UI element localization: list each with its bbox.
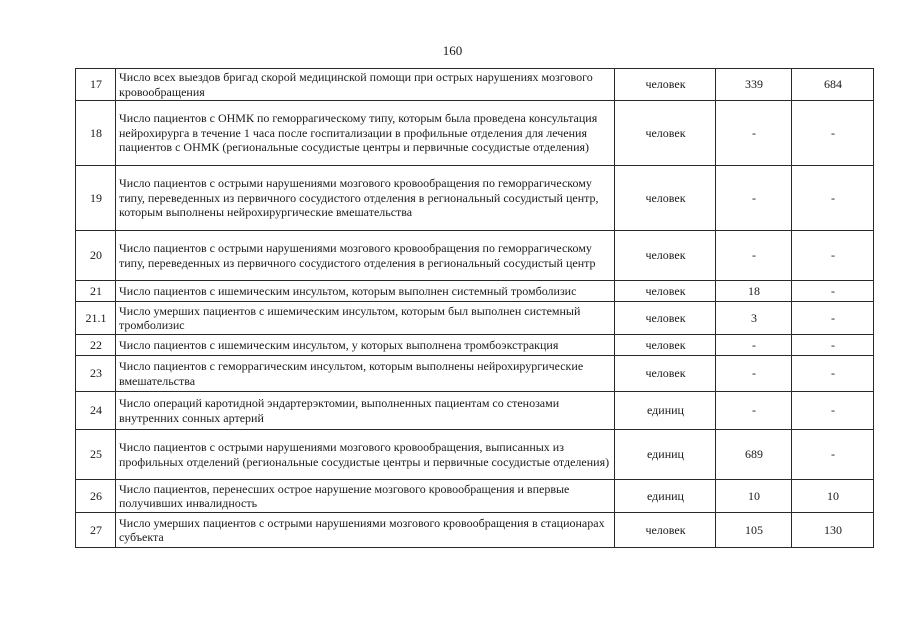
table-row <box>76 231 874 281</box>
row-value-1: - <box>716 166 792 231</box>
row-value-1: 689 <box>716 430 792 480</box>
row-value-2: - <box>792 166 874 231</box>
row-value-1: - <box>716 356 792 392</box>
data-table <box>75 68 874 548</box>
row-unit: единиц <box>615 392 716 430</box>
row-value-2: - <box>792 356 874 392</box>
row-value-2: - <box>792 231 874 281</box>
row-number: 25 <box>76 430 116 480</box>
row-value-1: - <box>716 101 792 166</box>
row-unit: человек <box>615 101 716 166</box>
row-number: 27 <box>76 513 116 548</box>
table-row <box>76 513 874 548</box>
table-row <box>76 101 874 166</box>
table-row <box>76 166 874 231</box>
row-unit: человек <box>615 513 716 548</box>
row-number: 23 <box>76 356 116 392</box>
row-description: Число умерших пациентов с острыми нарушениями мозгового кровообращения в стационарах субъекта <box>116 513 615 548</box>
row-number: 26 <box>76 480 116 513</box>
row-number: 24 <box>76 392 116 430</box>
row-number: 22 <box>76 335 116 356</box>
table-row <box>76 69 874 101</box>
row-value-1: 339 <box>716 69 792 101</box>
row-value-1: 105 <box>716 513 792 548</box>
row-description: Число операций каротидной эндартерэктомии, выполненных пациентам со стенозами внутренних сонных артерий <box>116 392 615 430</box>
row-description: Число умерших пациентов с ишемическим инсультом, которым был выполнен системный тромболизис <box>116 302 615 335</box>
row-unit: единиц <box>615 480 716 513</box>
row-unit: человек <box>615 302 716 335</box>
row-number: 17 <box>76 69 116 101</box>
row-unit: человек <box>615 231 716 281</box>
row-value-2: 130 <box>792 513 874 548</box>
row-value-2: - <box>792 392 874 430</box>
row-value-2: - <box>792 302 874 335</box>
row-value-2: - <box>792 335 874 356</box>
row-description: Число пациентов с острыми нарушениями мозгового кровообращения по геморрагическому типу, переведенных из первичного сосудистого отделения в региональный сосудистый центр, которым выполнены нейрохирургические вмешательства <box>116 166 615 231</box>
row-unit: человек <box>615 69 716 101</box>
row-value-2: 684 <box>792 69 874 101</box>
row-value-1: - <box>716 335 792 356</box>
row-description: Число пациентов с острыми нарушениями мозгового кровообращения, выписанных из профильных отделений (региональные сосудистые центры и первичные сосудистые отделения) <box>116 430 615 480</box>
row-value-1: - <box>716 392 792 430</box>
row-description: Число всех выездов бригад скорой медицинской помощи при острых нарушениях мозгового кровообращения <box>116 69 615 101</box>
row-value-2: - <box>792 101 874 166</box>
row-value-1: 10 <box>716 480 792 513</box>
row-unit: человек <box>615 335 716 356</box>
row-description: Число пациентов с ишемическим инсультом, которым выполнен системный тромболизис <box>116 281 615 302</box>
row-description: Число пациентов с острыми нарушениями мозгового кровообращения по геморрагическому типу, переведенных из первичного сосудистого отделения в региональный сосудистый центр <box>116 231 615 281</box>
row-unit: человек <box>615 281 716 302</box>
row-number: 21.1 <box>76 302 116 335</box>
table-row <box>76 430 874 480</box>
row-description: Число пациентов, перенесших острое нарушение мозгового кровообращения и впервые получивших инвалидность <box>116 480 615 513</box>
row-unit: человек <box>615 356 716 392</box>
table-row <box>76 392 874 430</box>
row-value-2: 10 <box>792 480 874 513</box>
table-row <box>76 356 874 392</box>
row-value-1: - <box>716 231 792 281</box>
row-description: Число пациентов с геморрагическим инсультом, которым выполнены нейрохирургические вмешательства <box>116 356 615 392</box>
row-unit: единиц <box>615 430 716 480</box>
row-number: 20 <box>76 231 116 281</box>
row-value-2: - <box>792 281 874 302</box>
table-row <box>76 335 874 356</box>
page-number: 160 <box>442 43 463 58</box>
row-value-1: 3 <box>716 302 792 335</box>
row-number: 19 <box>76 166 116 231</box>
row-value-1: 18 <box>716 281 792 302</box>
row-description: Число пациентов с ишемическим инсультом, у которых выполнена тромбоэкстракция <box>116 335 615 356</box>
row-unit: человек <box>615 166 716 231</box>
table-row <box>76 302 874 335</box>
row-number: 18 <box>76 101 116 166</box>
row-number: 21 <box>76 281 116 302</box>
row-value-2: - <box>792 430 874 480</box>
table-row <box>76 281 874 302</box>
row-description: Число пациентов с ОНМК по геморрагическому типу, которым была проведена консультация нейрохирурга в течение 1 часа после госпитализации в профильные отделения для лечения пациентов с ОНМК (региональные сосудистые центры и первичные сосудистые отделения) <box>116 101 615 166</box>
table-row <box>76 480 874 513</box>
